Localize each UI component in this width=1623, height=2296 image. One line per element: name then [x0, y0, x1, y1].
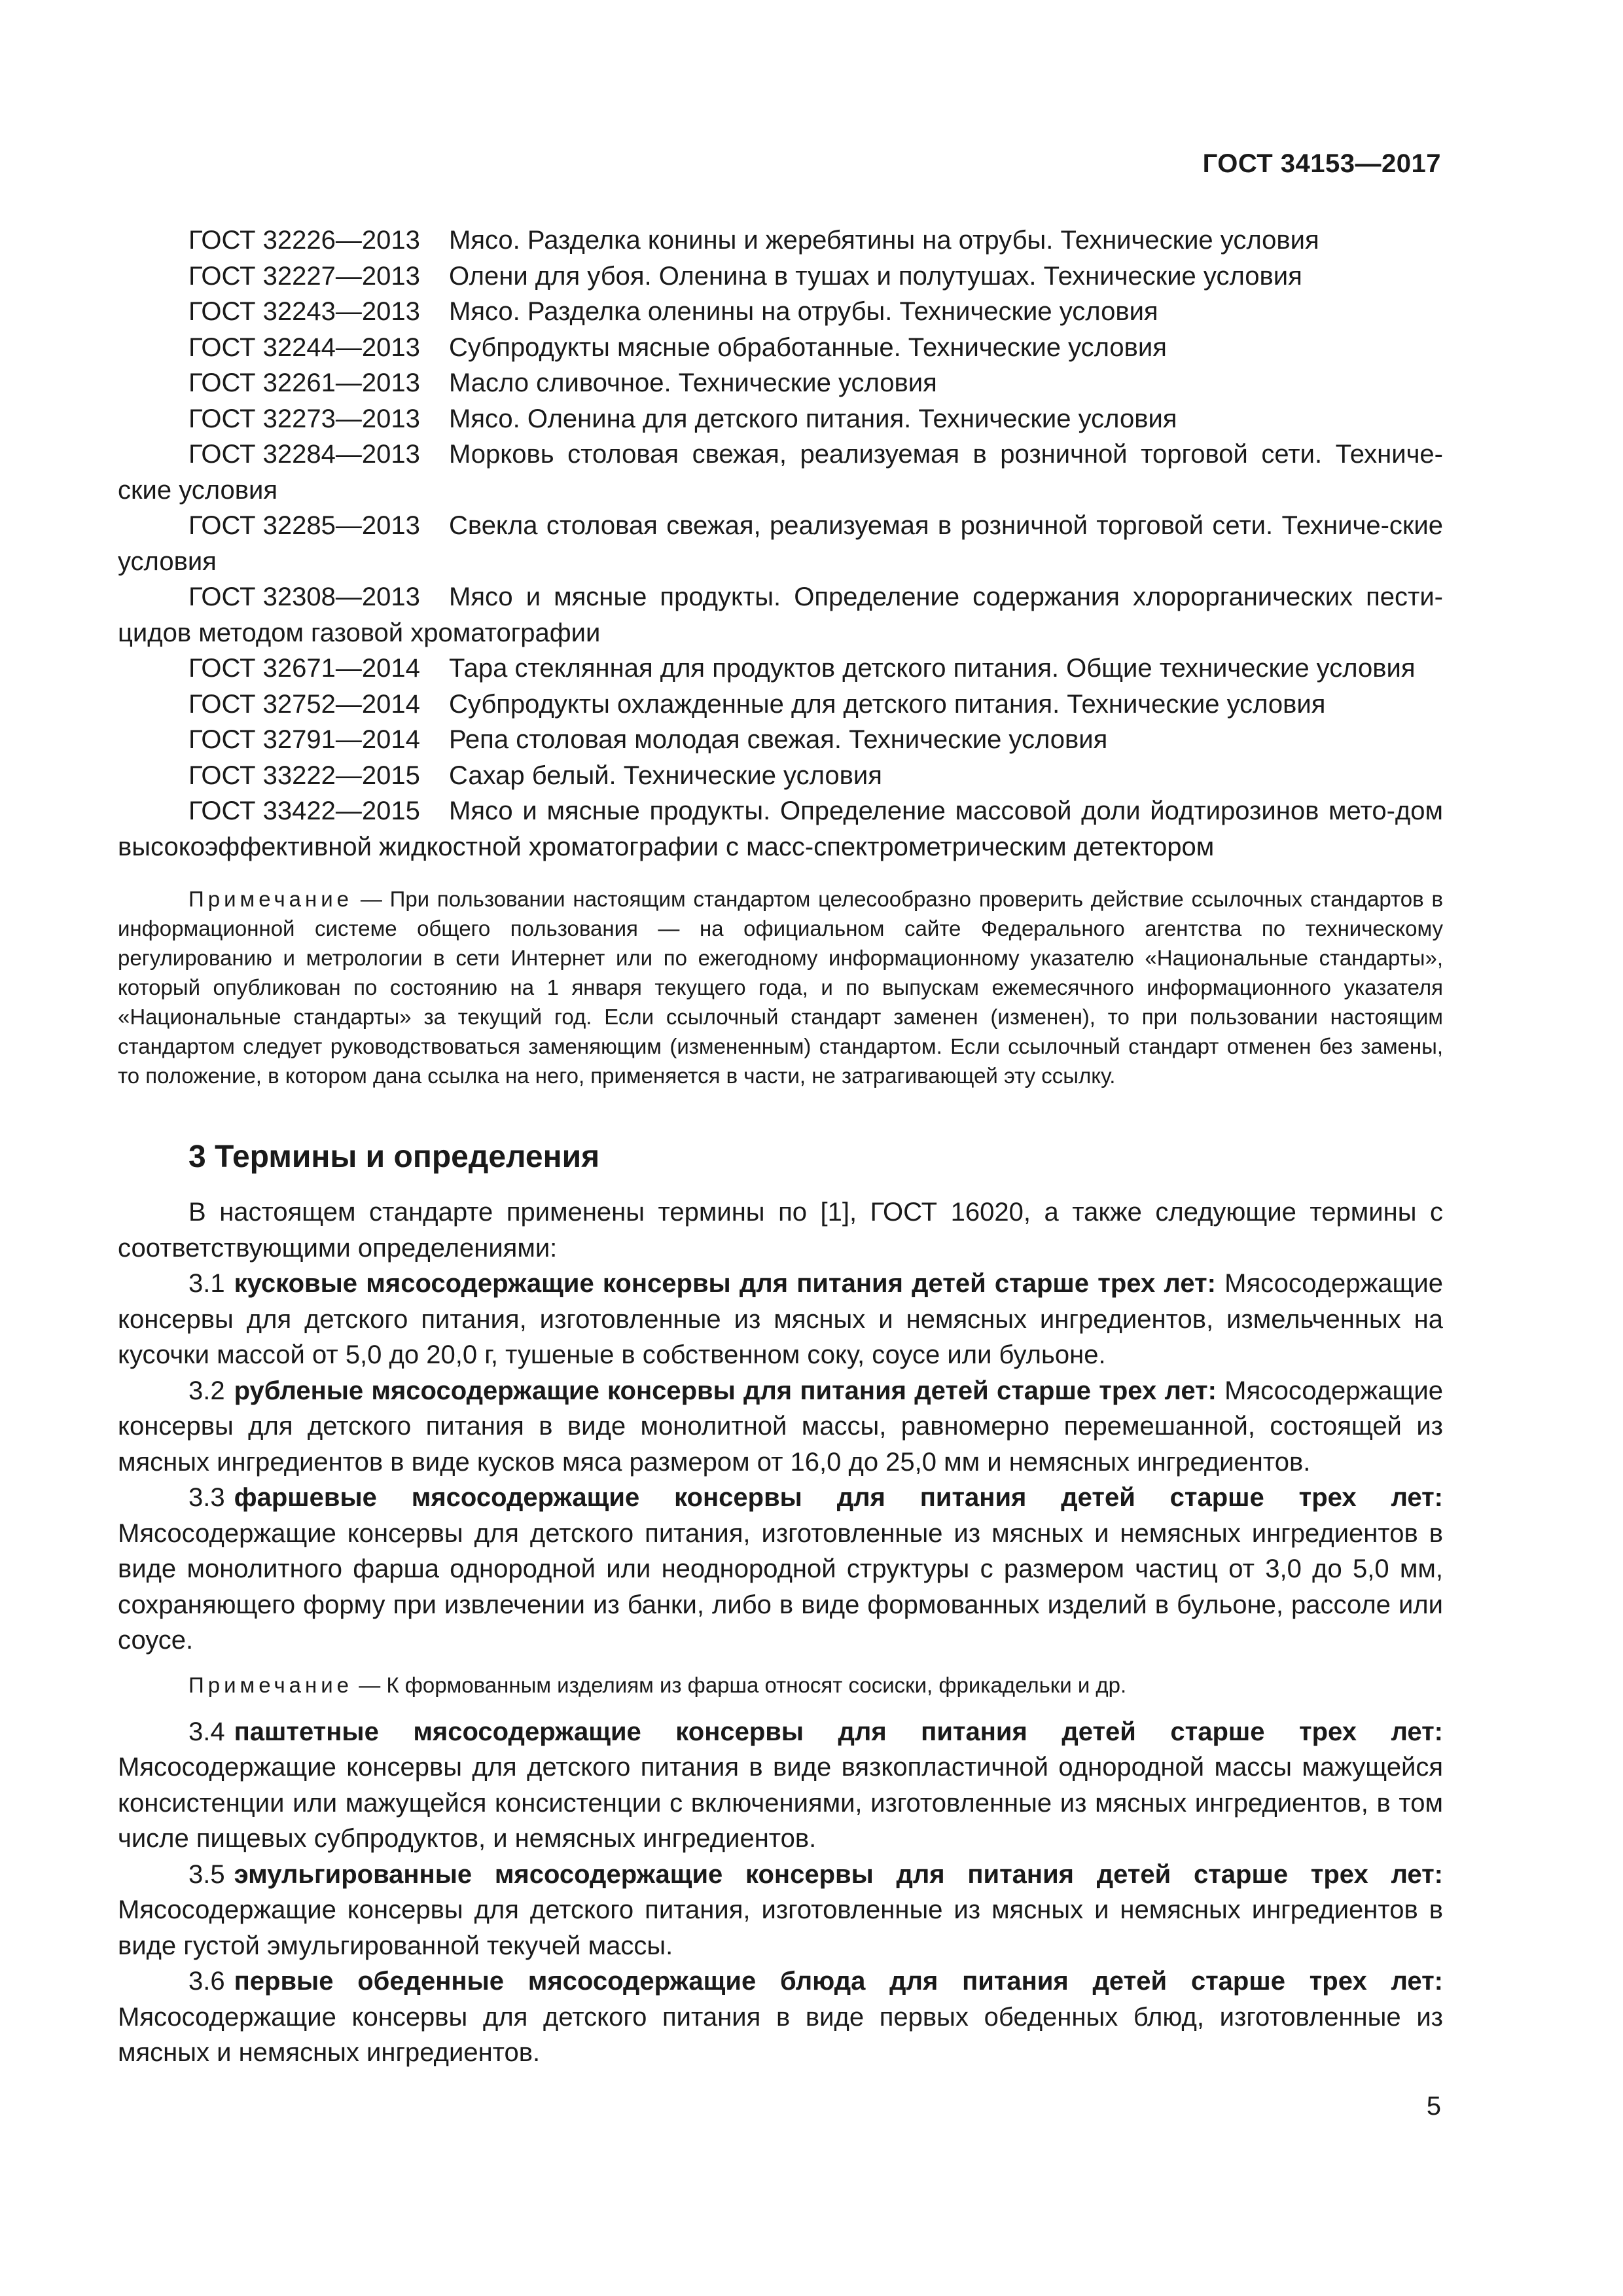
term-text: Мясосодержащие консервы для детского питания, изготовленные из мясных и немясных ингредиентов, измельченных на кусочки массой от 5,0 до 20,0 г, тушеные в собственном соку, соусе или бульоне.	[118, 1269, 1443, 1369]
reference-title: Репа столовая молодая свежая. Технические условия	[449, 725, 1108, 754]
reference-title: Свекла столовая свежая, реализуемая в розничной торговой сети. Техниче-ские условия	[118, 511, 1443, 576]
reference-title: Субпродукты мясные обработанные. Технические условия	[449, 332, 1167, 362]
reference-item	[118, 437, 1443, 508]
term-number: 3.6	[188, 1967, 225, 1996]
reference-title: Мясо. Разделка оленины на отрубы. Технические условия	[449, 297, 1158, 326]
reference-code: ГОСТ 33222—2015	[188, 761, 420, 790]
reference-code: ГОСТ 32308—2013	[188, 583, 420, 611]
reference-item	[118, 687, 1443, 723]
term-name: фаршевые мясосодержащие консервы для питания детей старше трех лет:	[234, 1483, 1443, 1512]
reference-item	[118, 651, 1443, 687]
section-intro: В настоящем стандарте применены термины по [1], ГОСТ 16020, а также следующие термины с соответствующими определениями:	[118, 1198, 1443, 1263]
reference-code: ГОСТ 32671—2014	[188, 654, 420, 683]
reference-code: ГОСТ 32273—2013	[188, 404, 420, 433]
reference-code: ГОСТ 32243—2013	[188, 297, 420, 326]
term-number: 3.2	[188, 1376, 225, 1405]
reference-title: Сахар белый. Технические условия	[449, 761, 882, 790]
term-text: Мясосодержащие консервы для детского питания в виде вязкопластичной однородной массы мажущейся консистенции или мажущейся консистенции с включениями, изготовленные из мясных ингредиентов, в том числе пищевых субпродуктов, и немясных ингредиентов.	[118, 1753, 1443, 1853]
reference-title: Олени для убоя. Оленина в тушах и полутушах. Технические условия	[449, 261, 1302, 291]
term-text: Мясосодержащие консервы для детского питания, изготовленные из мясных и немясных ингредиентов в виде густой эмульгированной текучей массы.	[118, 1895, 1443, 1960]
reference-item	[118, 793, 1443, 865]
reference-item	[118, 223, 1443, 259]
note-text: — К формованным изделиям из фарша относят сосиски, фрикадельки и др.	[359, 1672, 1127, 1697]
term-definition	[118, 1857, 1443, 1964]
note-text: — При пользовании настоящим стандартом целесообразно проверить действие ссылочных стандартов в информационной системе общего пользования — на официальном сайте Федерального агентства по техническому регулированию и метрологии в сети Интернет или по ежегодному информационному указателю «Национальные стандарты», который опубликован по состоянию на 1 января текущего года, и по выпускам ежемесячного информационного указателя «Национальные стандарты» за текущий год. Если ссылочный стандарт заменен (изменен), то при пользовании настоящим стандартом следует руководствоваться заменяющим (измененным) стандартом. Если ссылочный стандарт отменен без замены, то положение, в котором дана ссылка на него, применяется в части, не затрагивающей эту ссылку.	[118, 887, 1443, 1088]
term-name: первые обеденные мясосодержащие блюда для питания детей старше трех лет:	[234, 1967, 1443, 1996]
reference-code: ГОСТ 32226—2013	[188, 226, 420, 255]
term-number: 3.4	[188, 1717, 225, 1746]
term-definition	[118, 1964, 1443, 2071]
term-name: кусковые мясосодержащие консервы для питания детей старше трех лет:	[234, 1269, 1216, 1298]
term-text: Мясосодержащие консервы для детского питания в виде первых обеденных блюд, изготовленные из мясных и немясных ингредиентов.	[118, 2002, 1443, 2067]
reference-item	[118, 722, 1443, 758]
note-label: Примечание	[188, 1672, 353, 1697]
reference-code: ГОСТ 33422—2015	[188, 797, 420, 825]
term-number: 3.3	[188, 1483, 225, 1512]
reference-title: Мясо. Разделка конины и жеребятины на отрубы. Технические условия	[449, 226, 1319, 255]
term-definition	[118, 1480, 1443, 1659]
reference-title: Морковь столовая свежая, реализуемая в розничной торговой сети. Техниче-ские условия	[118, 440, 1443, 505]
term-number: 3.1	[188, 1269, 225, 1298]
term-definition	[118, 1714, 1443, 1857]
term-definition	[118, 1266, 1443, 1373]
reference-item	[118, 330, 1443, 366]
section-heading: 3 Термины и определения	[188, 1139, 600, 1174]
reference-title: Масло сливочное. Технические условия	[449, 368, 937, 397]
term-name: рубленые мясосодержащие консервы для питания детей старше трех лет:	[234, 1376, 1217, 1405]
references-note	[118, 884, 1443, 1090]
reference-title: Тара стеклянная для продуктов детского питания. Общие технические условия	[449, 654, 1416, 683]
reference-item	[118, 294, 1443, 330]
reference-item	[118, 579, 1443, 651]
reference-code: ГОСТ 32244—2013	[188, 332, 420, 362]
term-text: Мясосодержащие консервы для детского питания, изготовленные из мясных и немясных ингредиентов в виде монолитного фарша однородной или неоднородной структуры с размером частиц от 3,0 до 5,0 мм, сохраняющего форму при извлечении из банки, либо в виде формованных изделий в бульоне, рассоле или соусе.	[118, 1518, 1443, 1655]
reference-title: Субпродукты охлажденные для детского питания. Технические условия	[449, 689, 1326, 719]
reference-code: ГОСТ 32791—2014	[188, 725, 420, 754]
reference-title: Мясо и мясные продукты. Определение массовой доли йодтирозинов мето-дом высокоэффективной жидкостной хроматографии с масс-спектрометрическим детектором	[118, 797, 1443, 861]
reference-code: ГОСТ 32261—2013	[188, 368, 420, 397]
term-text: Мясосодержащие консервы для детского питания в виде монолитной массы, равномерно перемешанной, состоящей из мясных ингредиентов в виде кусков мяса размером от 16,0 до 25,0 мм и немясных ингредиентов.	[118, 1376, 1443, 1477]
reference-title: Мясо и мясные продукты. Определение содержания хлорорганических пести-цидов методом газовой хроматографии	[118, 583, 1443, 647]
reference-item	[118, 365, 1443, 401]
reference-code: ГОСТ 32285—2013	[188, 511, 420, 540]
reference-list	[118, 223, 1443, 865]
reference-code: ГОСТ 32227—2013	[188, 261, 420, 291]
reference-code: ГОСТ 32284—2013	[188, 440, 420, 469]
reference-item	[118, 401, 1443, 437]
reference-title: Мясо. Оленина для детского питания. Технические условия	[449, 404, 1177, 433]
note-label: Примечание	[188, 887, 353, 911]
term-number: 3.5	[188, 1859, 225, 1889]
reference-item	[118, 508, 1443, 579]
reference-code: ГОСТ 32752—2014	[188, 689, 420, 719]
term-definition	[118, 1373, 1443, 1480]
reference-item	[118, 259, 1443, 295]
term-name: эмульгированные мясосодержащие консервы для питания детей старше трех лет:	[234, 1859, 1443, 1889]
document-code-header: ГОСТ 34153—2017	[1202, 149, 1441, 178]
page-content	[118, 223, 1443, 2071]
reference-item	[118, 758, 1443, 794]
page-number: 5	[1426, 2092, 1441, 2121]
term-name: паштетные мясосодержащие консервы для питания детей старше трех лет:	[234, 1717, 1443, 1746]
term-note	[118, 1670, 1443, 1700]
